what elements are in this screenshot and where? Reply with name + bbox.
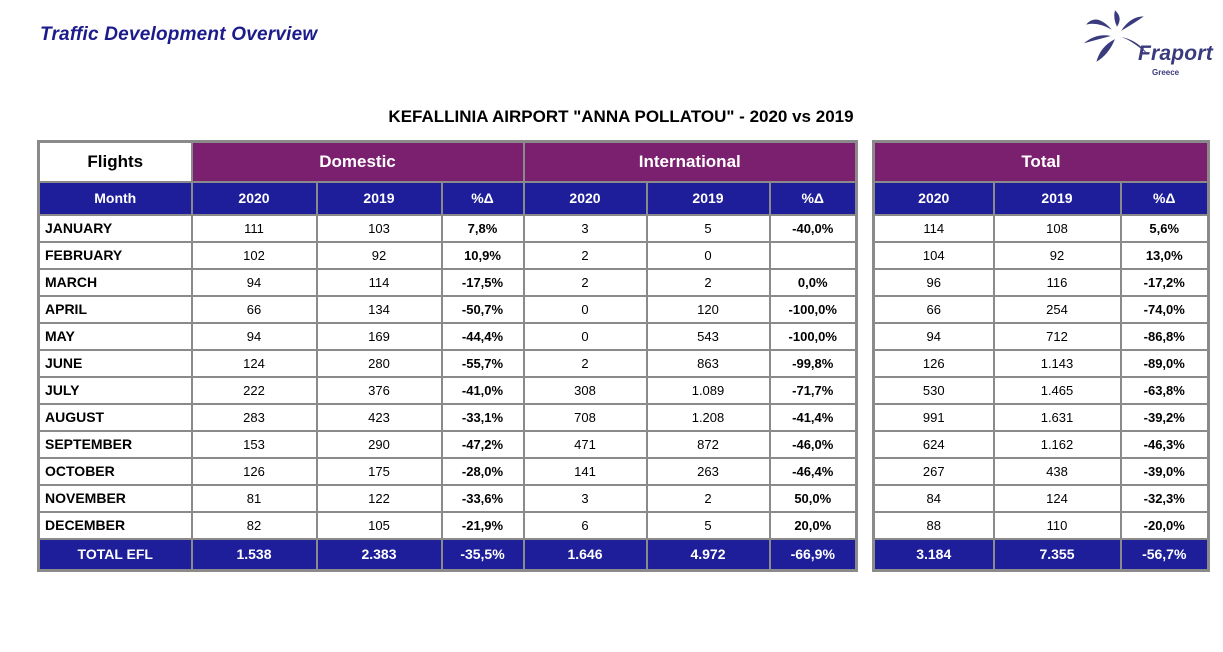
value-cell: 1.162: [994, 431, 1121, 458]
delta-cell: -50,7%: [442, 296, 524, 323]
month-cell: MAY: [39, 323, 192, 350]
value-cell: 105: [317, 512, 442, 539]
delta-cell: -71,7%: [770, 377, 857, 404]
value-cell: 1.465: [994, 377, 1121, 404]
value-cell: 0: [524, 323, 647, 350]
value-cell: 92: [317, 242, 442, 269]
page-title: Traffic Development Overview: [40, 24, 318, 45]
value-cell: 84: [874, 485, 994, 512]
fraport-logo-text: Fraport: [1138, 42, 1213, 65]
delta-cell: [770, 242, 857, 269]
month-cell: DECEMBER: [39, 512, 192, 539]
total-table-body: [874, 215, 1209, 539]
value-cell: 863: [647, 350, 770, 377]
value-cell: 126: [192, 458, 317, 485]
value-cell: 81: [192, 485, 317, 512]
value-cell: 94: [192, 269, 317, 296]
international-group-header: International: [524, 142, 857, 182]
total-efl-label: TOTAL EFL: [39, 539, 192, 571]
value-cell: 991: [874, 404, 994, 431]
value-cell: 94: [874, 323, 994, 350]
delta-cell: -55,7%: [442, 350, 524, 377]
domestic-international-table: [37, 140, 858, 572]
value-cell: 114: [317, 269, 442, 296]
value-cell: 6: [524, 512, 647, 539]
domestic-2020-header: 2020: [192, 182, 317, 215]
value-cell: 66: [192, 296, 317, 323]
table-row: [874, 350, 1209, 377]
value-cell: 708: [524, 404, 647, 431]
delta-cell: -41,4%: [770, 404, 857, 431]
table-row: [39, 404, 857, 431]
value-cell: 124: [994, 485, 1121, 512]
table-row: [39, 323, 857, 350]
traffic-tables: [37, 140, 1210, 572]
value-cell: 5: [647, 512, 770, 539]
delta-cell: -20,0%: [1121, 512, 1209, 539]
delta-cell: -46,0%: [770, 431, 857, 458]
value-cell: 94: [192, 323, 317, 350]
value-cell: 141: [524, 458, 647, 485]
table-row: [39, 215, 857, 242]
fraport-logo-region: Greece: [1152, 68, 1180, 77]
table-row: [874, 377, 1209, 404]
value-cell: 438: [994, 458, 1121, 485]
month-cell: NOVEMBER: [39, 485, 192, 512]
delta-cell: 7,8%: [442, 215, 524, 242]
delta-cell: -39,0%: [1121, 458, 1209, 485]
month-cell: JULY: [39, 377, 192, 404]
table-row: [39, 377, 857, 404]
total-group-header: Total: [874, 142, 1209, 182]
delta-cell: 10,9%: [442, 242, 524, 269]
value-cell: 124: [192, 350, 317, 377]
table-row: [874, 215, 1209, 242]
total-2019-header: 2019: [994, 182, 1121, 215]
group-header-row: [874, 142, 1209, 182]
value-cell: 66: [874, 296, 994, 323]
value-cell: 254: [994, 296, 1121, 323]
value-cell: 175: [317, 458, 442, 485]
value-cell: 423: [317, 404, 442, 431]
month-cell: OCTOBER: [39, 458, 192, 485]
domestic-2019-header: 2019: [317, 182, 442, 215]
value-cell: 712: [994, 323, 1121, 350]
value-cell: 110: [994, 512, 1121, 539]
domestic-group-header: Domestic: [192, 142, 524, 182]
value-cell: 134: [317, 296, 442, 323]
total-efl-row: [39, 539, 857, 571]
delta-cell: 20,0%: [770, 512, 857, 539]
fraport-logo: [1078, 6, 1218, 86]
month-cell: JANUARY: [39, 215, 192, 242]
table-row: [39, 485, 857, 512]
flights-header: Flights: [39, 142, 192, 182]
total-table: [872, 140, 1210, 572]
value-cell: 3: [524, 485, 647, 512]
delta-cell: -100,0%: [770, 296, 857, 323]
delta-cell: -46,4%: [770, 458, 857, 485]
table-row: [874, 242, 1209, 269]
delta-cell: 0,0%: [770, 269, 857, 296]
table-row: [874, 404, 1209, 431]
value-cell: 92: [994, 242, 1121, 269]
value-cell: 88: [874, 512, 994, 539]
value-cell: 116: [994, 269, 1121, 296]
total-cell: -66,9%: [770, 539, 857, 571]
table-row: [874, 431, 1209, 458]
value-cell: 111: [192, 215, 317, 242]
total-cell: 1.538: [192, 539, 317, 571]
delta-cell: -44,4%: [442, 323, 524, 350]
value-cell: 122: [317, 485, 442, 512]
table-row: [874, 485, 1209, 512]
value-cell: 108: [994, 215, 1121, 242]
value-cell: 0: [524, 296, 647, 323]
value-cell: 96: [874, 269, 994, 296]
delta-cell: -63,8%: [1121, 377, 1209, 404]
delta-cell: -32,3%: [1121, 485, 1209, 512]
month-cell: SEPTEMBER: [39, 431, 192, 458]
value-cell: 543: [647, 323, 770, 350]
delta-cell: 13,0%: [1121, 242, 1209, 269]
table-row: [39, 458, 857, 485]
value-cell: 222: [192, 377, 317, 404]
value-cell: 169: [317, 323, 442, 350]
value-cell: 0: [647, 242, 770, 269]
month-column-header: Month: [39, 182, 192, 215]
delta-cell: -99,8%: [770, 350, 857, 377]
total-cell: 4.972: [647, 539, 770, 571]
value-cell: 263: [647, 458, 770, 485]
column-header-row: [874, 182, 1209, 215]
value-cell: 82: [192, 512, 317, 539]
table-row: [874, 458, 1209, 485]
month-cell: JUNE: [39, 350, 192, 377]
month-cell: AUGUST: [39, 404, 192, 431]
value-cell: 2: [524, 350, 647, 377]
table-row: [39, 269, 857, 296]
table-row: [874, 269, 1209, 296]
delta-cell: -89,0%: [1121, 350, 1209, 377]
delta-cell: 5,6%: [1121, 215, 1209, 242]
delta-cell: -100,0%: [770, 323, 857, 350]
month-cell: APRIL: [39, 296, 192, 323]
international-delta-header: %Δ: [770, 182, 857, 215]
total-efl-row: [874, 539, 1209, 571]
delta-cell: -40,0%: [770, 215, 857, 242]
value-cell: 530: [874, 377, 994, 404]
value-cell: 2: [524, 242, 647, 269]
value-cell: 103: [317, 215, 442, 242]
table-row: [39, 512, 857, 539]
total-cell: 1.646: [524, 539, 647, 571]
value-cell: 153: [192, 431, 317, 458]
delta-cell: -17,2%: [1121, 269, 1209, 296]
total-cell: 7.355: [994, 539, 1121, 571]
total-2020-header: 2020: [874, 182, 994, 215]
value-cell: 267: [874, 458, 994, 485]
delta-cell: -74,0%: [1121, 296, 1209, 323]
table-row: [39, 296, 857, 323]
table-row: [874, 323, 1209, 350]
delta-cell: -21,9%: [442, 512, 524, 539]
value-cell: 1.631: [994, 404, 1121, 431]
table-row: [39, 350, 857, 377]
value-cell: 1.089: [647, 377, 770, 404]
value-cell: 471: [524, 431, 647, 458]
value-cell: 283: [192, 404, 317, 431]
value-cell: 308: [524, 377, 647, 404]
value-cell: 872: [647, 431, 770, 458]
table-row: [874, 512, 1209, 539]
delta-cell: -86,8%: [1121, 323, 1209, 350]
value-cell: 126: [874, 350, 994, 377]
column-header-row: [39, 182, 857, 215]
total-cell: -56,7%: [1121, 539, 1209, 571]
value-cell: 624: [874, 431, 994, 458]
value-cell: 376: [317, 377, 442, 404]
table-row: [874, 296, 1209, 323]
month-cell: MARCH: [39, 269, 192, 296]
value-cell: 1.208: [647, 404, 770, 431]
table-row: [39, 242, 857, 269]
value-cell: 1.143: [994, 350, 1121, 377]
delta-cell: -33,6%: [442, 485, 524, 512]
delta-cell: -33,1%: [442, 404, 524, 431]
value-cell: 280: [317, 350, 442, 377]
domestic-delta-header: %Δ: [442, 182, 524, 215]
total-cell: 3.184: [874, 539, 994, 571]
table-row: [39, 431, 857, 458]
value-cell: 2: [647, 269, 770, 296]
group-header-row: [39, 142, 857, 182]
value-cell: 114: [874, 215, 994, 242]
value-cell: 2: [524, 269, 647, 296]
total-cell: 2.383: [317, 539, 442, 571]
value-cell: 104: [874, 242, 994, 269]
delta-cell: -46,3%: [1121, 431, 1209, 458]
table-title: KEFALLINIA AIRPORT "ANNA POLLATOU" - 2020 vs 2019: [388, 107, 854, 126]
value-cell: 290: [317, 431, 442, 458]
delta-cell: 50,0%: [770, 485, 857, 512]
delta-cell: -39,2%: [1121, 404, 1209, 431]
delta-cell: -17,5%: [442, 269, 524, 296]
international-2020-header: 2020: [524, 182, 647, 215]
total-cell: -35,5%: [442, 539, 524, 571]
total-delta-header: %Δ: [1121, 182, 1209, 215]
delta-cell: -47,2%: [442, 431, 524, 458]
international-2019-header: 2019: [647, 182, 770, 215]
value-cell: 2: [647, 485, 770, 512]
value-cell: 3: [524, 215, 647, 242]
delta-cell: -28,0%: [442, 458, 524, 485]
month-cell: FEBRUARY: [39, 242, 192, 269]
delta-cell: -41,0%: [442, 377, 524, 404]
main-table-body: [39, 215, 857, 539]
value-cell: 102: [192, 242, 317, 269]
value-cell: 5: [647, 215, 770, 242]
value-cell: 120: [647, 296, 770, 323]
